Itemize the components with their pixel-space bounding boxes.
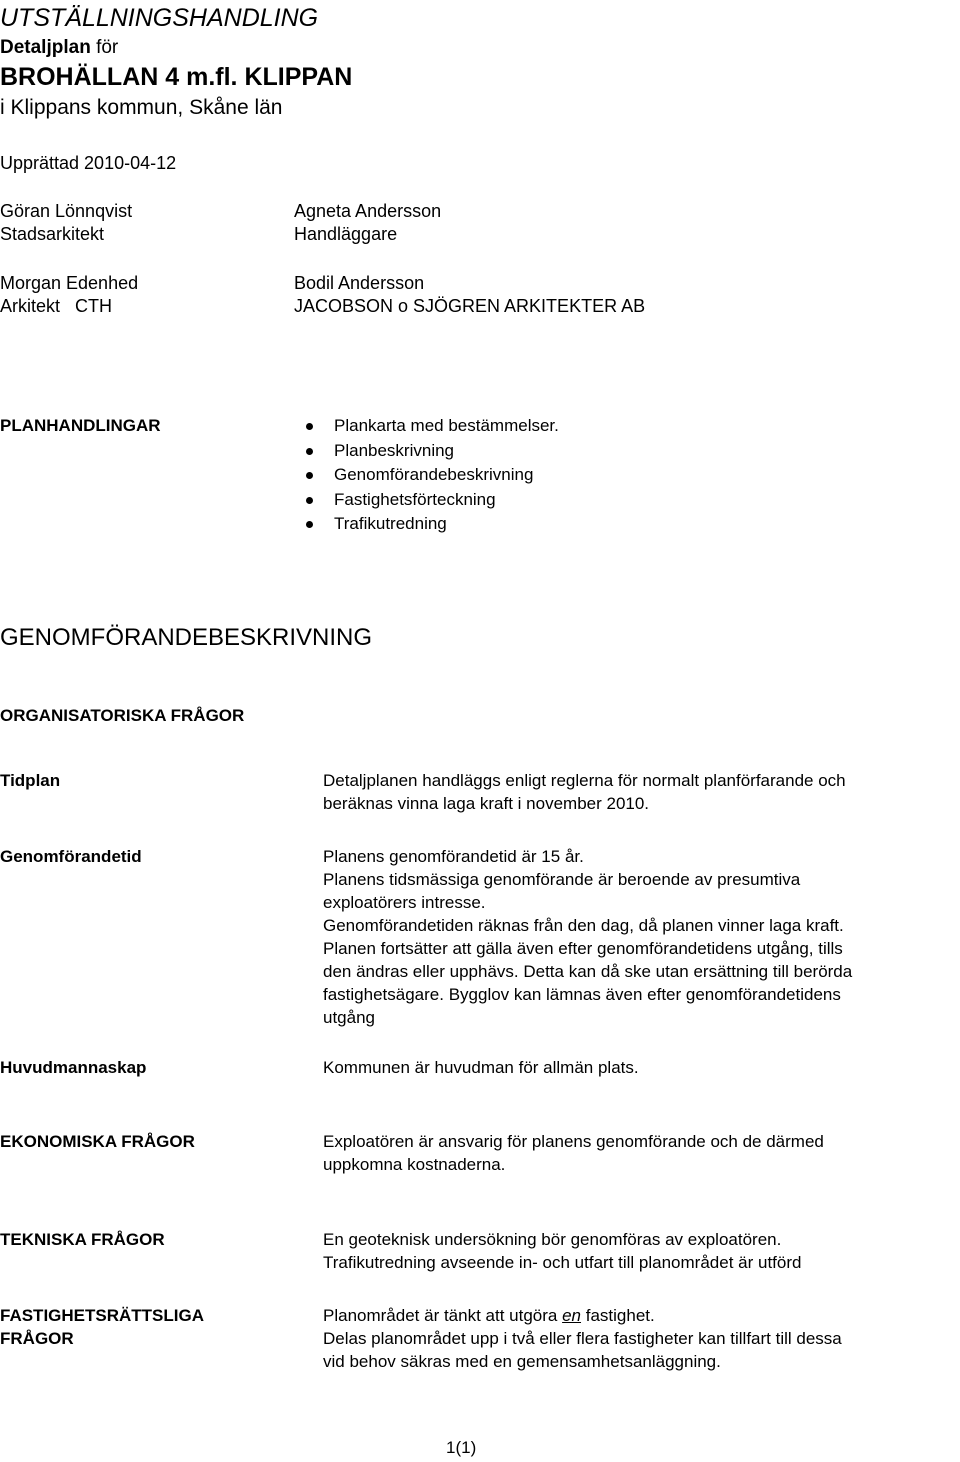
- list-item: [306, 488, 559, 513]
- plan-type-bold: Detaljplan: [0, 37, 91, 58]
- text-line: exploatörers intresse.: [323, 893, 486, 912]
- tidplan-text: [323, 769, 846, 815]
- tidplan-label: Tidplan: [0, 771, 61, 790]
- emphasis-text: en: [562, 1306, 582, 1325]
- list-item: [306, 439, 559, 464]
- text-line: Genomförandetiden räknas från den dag, då planen vinner laga kraft.: [323, 916, 844, 935]
- person-name: Bodil Andersson: [294, 273, 425, 293]
- text-line: Planens genomförandetid är 15 år.: [323, 847, 584, 866]
- genomforandetid-text: [323, 845, 852, 1029]
- person-role: Arkitekt CTH: [0, 296, 113, 316]
- list-item-label: Planbeskrivning: [334, 440, 455, 460]
- list-item-label: Plankarta med bestämmelser.: [334, 416, 559, 435]
- heading-line: FRÅGOR: [0, 1329, 74, 1348]
- section-heading-ekonomiska: EKONOMISKA FRÅGOR: [0, 1132, 195, 1151]
- text-line: Planen fortsätter att gälla även efter genomförandetidens utgång, tills: [323, 939, 843, 958]
- bullet-icon: [306, 423, 313, 430]
- person-name: Morgan Edenhed: [0, 273, 139, 293]
- huvudmannaskap-label: Huvudmannaskap: [0, 1058, 147, 1077]
- text-line: utgång: [323, 1008, 375, 1027]
- text-line: uppkomna kostnaderna.: [323, 1155, 506, 1174]
- list-item-label: Fastighetsförteckning: [334, 489, 496, 509]
- bullet-icon: [306, 472, 313, 479]
- bullet-icon: [306, 497, 313, 504]
- list-item: [306, 512, 559, 537]
- text-segment: Planområdet är tänkt att utgöra: [323, 1306, 563, 1325]
- plan-name: BROHÄLLAN 4 m.fl. KLIPPAN: [0, 63, 353, 91]
- text-line: Trafikutredning avseende in- och utfart till planområdet är utförd: [323, 1253, 802, 1272]
- plan-type: [0, 37, 118, 59]
- date-prepared: Upprättad 2010-04-12: [0, 153, 177, 173]
- text-line: Delas planområdet upp i två eller flera fastigheter kan tillfart till dessa: [323, 1329, 842, 1348]
- text-line: Exploatören är ansvarig för planens genomförande och de därmed: [323, 1132, 824, 1151]
- person-role: JACOBSON o SJÖGREN ARKITEKTER AB: [294, 296, 646, 316]
- section-heading-organisatoriska: ORGANISATORISKA FRÅGOR: [0, 706, 245, 725]
- bullet-icon: [306, 521, 313, 528]
- person-role: Handläggare: [294, 224, 398, 244]
- list-item: [306, 463, 559, 488]
- person-name: Agneta Andersson: [294, 201, 442, 221]
- section-heading-tekniska: TEKNISKA FRÅGOR: [0, 1230, 165, 1249]
- text-line: En geoteknisk undersökning bör genomföras av exploatören.: [323, 1230, 782, 1249]
- text-line: Planens tidsmässiga genomförande är beroende av presumtiva: [323, 870, 801, 889]
- bullet-icon: [306, 448, 313, 455]
- fastighetsrattsliga-text: [323, 1304, 842, 1373]
- text-segment: fastighet.: [581, 1306, 655, 1325]
- genomforandetid-label: Genomförandetid: [0, 847, 142, 866]
- person-name: Göran Lönnqvist: [0, 201, 133, 221]
- text-line: Detaljplanen handläggs enligt reglerna för normalt planförfarande och: [323, 771, 846, 790]
- ekonomiska-text: [323, 1130, 824, 1176]
- list-item-label: Trafikutredning: [334, 514, 447, 533]
- person-role: Stadsarkitekt: [0, 224, 105, 244]
- text-line: den ändras eller upphävs. Detta kan då ske utan ersättning till berörda: [323, 962, 853, 981]
- text-line: vid behov säkras med en gemensamhetsanläggning.: [323, 1352, 721, 1371]
- page-number: 1(1): [446, 1438, 477, 1457]
- section-heading-fastighetsrattsliga: [0, 1304, 204, 1350]
- tekniska-text: [323, 1228, 801, 1274]
- heading-line: FASTIGHETSRÄTTSLIGA: [0, 1306, 204, 1325]
- list-item-label: Genomförandebeskrivning: [334, 465, 534, 484]
- planhandlingar-list: [306, 414, 559, 537]
- document-type: UTSTÄLLNINGSHANDLING: [0, 4, 319, 32]
- list-item: [306, 414, 559, 439]
- text-line: beräknas vinna laga kraft i november 2010.: [323, 794, 650, 813]
- main-heading: GENOMFÖRANDEBESKRIVNING: [0, 624, 373, 651]
- text-line: [323, 1304, 842, 1327]
- planhandlingar-label: PLANHANDLINGAR: [0, 416, 161, 435]
- text-line: fastighetsägare. Bygglov kan lämnas även efter genomförandetidens: [323, 985, 841, 1004]
- huvudmannaskap-text: Kommunen är huvudman för allmän plats.: [323, 1058, 639, 1077]
- plan-location: i Klippans kommun, Skåne län: [0, 96, 283, 119]
- plan-type-rest: för: [90, 37, 119, 58]
